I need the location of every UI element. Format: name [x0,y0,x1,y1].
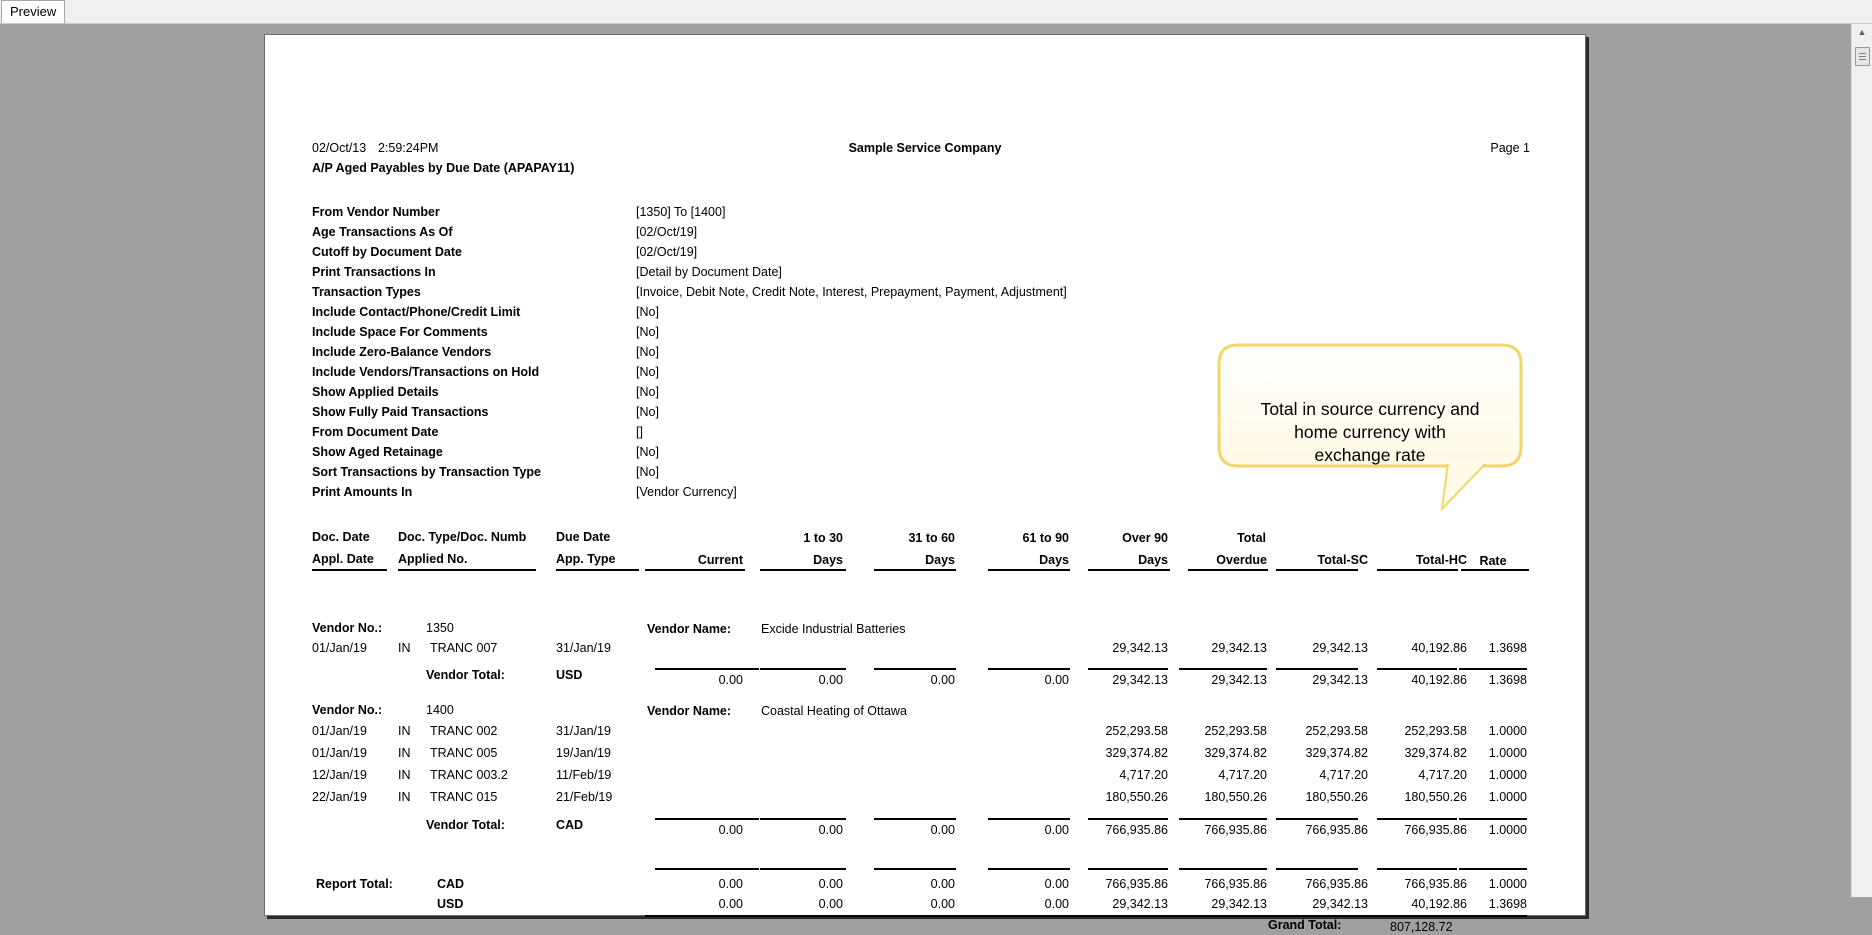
row-overdue: 252,293.58 [1204,724,1267,738]
row-over90: 4,717.20 [1119,768,1168,782]
col-applied-no: Applied No. [398,552,468,566]
vendor-no-label: Vendor No.: [312,703,383,717]
col-total-sc: Total-SC [1317,553,1368,567]
row-sc: 329,374.82 [1305,746,1368,760]
report-total-b2: 0.00 [930,897,955,911]
row-rate: 1.0000 [1488,768,1527,782]
subtotal-underline [1377,668,1457,670]
row-sc: 252,293.58 [1305,724,1368,738]
param-label: Include Space For Comments [312,325,488,339]
tab-bar [0,0,1872,24]
vendor-name: Coastal Heating of Ottawa [761,704,907,718]
col-1-30-top: 1 to 30 [803,531,843,545]
subtotal-underline [988,668,1070,670]
param-label: Print Amounts In [312,485,413,499]
report-total-overdue: 766,935.86 [1204,877,1267,891]
row-doc-number: TRANC 003.2 [430,768,508,782]
param-label: Include Vendors/Transactions on Hold [312,365,540,379]
subtotal-underline [1276,818,1358,820]
param-value: [02/Oct/19] [636,245,698,259]
header-underline [760,569,846,571]
row-doc-date: 01/Jan/19 [312,724,367,738]
vendor-currency: USD [556,668,583,682]
param-value: [No] [636,365,659,379]
col-total-hc: Total-HC [1415,553,1467,567]
report-total-underline [760,868,846,870]
subtotal-underline [874,668,956,670]
header-underline [312,569,387,571]
col-current: Current [697,553,743,567]
row-due-date: 31/Jan/19 [556,724,611,738]
row-doc-number: TRANC 007 [430,641,498,655]
col-31-60-days: Days [925,553,955,567]
row-hc: 252,293.58 [1404,724,1467,738]
param-value: [No] [636,325,659,339]
param-value: [] [636,425,643,439]
report-total-underline [1377,868,1457,870]
param-label: Show Fully Paid Transactions [312,405,489,419]
vertical-scrollbar[interactable] [1851,24,1872,897]
vendor-total-sc: 29,342.13 [1312,673,1368,687]
header-underline [988,569,1070,571]
vendor-no: 1400 [426,703,454,717]
row-doc-type: IN [398,641,411,655]
scroll-up-arrow-icon[interactable]: ▲ [1857,27,1867,37]
header-underline [1461,569,1529,571]
vendor-total-rate: 1.3698 [1488,673,1527,687]
report-total-b2: 0.00 [930,877,955,891]
header-underline [1188,569,1268,571]
param-label: Sort Transactions by Transaction Type [312,465,541,479]
report-total-hc: 40,192.86 [1411,897,1467,911]
param-value: [No] [636,345,659,359]
report-date: 02/Oct/13 [312,141,367,155]
vendor-total-b1: 0.00 [818,673,843,687]
grip-line [1859,59,1866,60]
row-over90: 329,374.82 [1105,746,1168,760]
row-sc: 29,342.13 [1312,641,1368,655]
col-1-30-days: Days [813,553,843,567]
grand-total-rule [645,915,1527,917]
col-appl-date: Appl. Date [312,552,374,566]
vendor-total-over90: 766,935.86 [1105,823,1168,837]
subtotal-underline [1088,668,1168,670]
row-over90: 180,550.26 [1105,790,1168,804]
row-due-date: 19/Jan/19 [556,746,611,760]
subtotal-underline [655,818,759,820]
row-hc: 4,717.20 [1418,768,1467,782]
vendor-total-overdue: 29,342.13 [1211,673,1267,687]
param-value: [No] [636,465,659,479]
header-underline [645,569,745,571]
col-app-type: App. Type [556,552,616,566]
preview-viewport [0,24,1852,934]
row-doc-number: TRANC 015 [430,790,498,804]
subtotal-underline [874,818,956,820]
grand-total-label: Grand Total: [1268,918,1342,932]
param-label: Show Applied Details [312,385,439,399]
row-overdue: 29,342.13 [1211,641,1267,655]
vendor-total-rate: 1.0000 [1488,823,1527,837]
report-page [264,34,1586,934]
header-underline [398,569,536,571]
subtotal-underline [988,818,1070,820]
vendor-no-label: Vendor No.: [312,621,383,635]
header-underline [1088,569,1170,571]
report-total-current: 0.00 [718,897,743,911]
subtotal-underline [760,818,846,820]
scroll-thumb[interactable] [1855,47,1870,66]
report-total-over90: 29,342.13 [1112,897,1168,911]
grand-total-value: 807,128.72 [1390,920,1453,934]
param-value: [Detail by Document Date] [636,265,782,279]
vendor-total-current: 0.00 [718,823,743,837]
report-total-b1: 0.00 [818,877,843,891]
grip-line [1859,56,1866,57]
header-underline [1377,569,1458,571]
vendor-no: 1350 [426,621,454,635]
row-doc-number: TRANC 005 [430,746,498,760]
vendor-total-b3: 0.00 [1044,823,1069,837]
report-total-underline [1459,868,1527,870]
param-value: [Vendor Currency] [636,485,737,499]
col-due-date: Due Date [556,530,611,544]
grip-line [1859,53,1866,54]
col-61-90-top: 61 to 90 [1022,531,1069,545]
report-total-b3: 0.00 [1044,877,1069,891]
col-rate: Rate [1479,554,1507,568]
report-total-b3: 0.00 [1044,897,1069,911]
col-31-60-top: 31 to 60 [908,531,955,545]
subtotal-underline [1179,818,1267,820]
row-doc-type: IN [398,790,411,804]
row-doc-date: 01/Jan/19 [312,746,367,760]
report-time: 2:59:24PM [378,141,439,155]
param-value: [No] [636,445,659,459]
vendor-total-overdue: 766,935.86 [1204,823,1267,837]
param-value: [No] [636,305,659,319]
row-due-date: 21/Feb/19 [556,790,613,804]
col-61-90-days: Days [1039,553,1069,567]
row-hc: 180,550.26 [1404,790,1467,804]
vendor-name-label: Vendor Name: [647,622,732,636]
row-sc: 180,550.26 [1305,790,1368,804]
row-doc-type: IN [398,724,411,738]
vendor-total-b2: 0.00 [930,823,955,837]
report-total-underline [874,868,956,870]
col-over-90-days: Days [1138,553,1168,567]
row-overdue: 329,374.82 [1204,746,1267,760]
vendor-name-label: Vendor Name: [647,704,732,718]
report-total-underline [1088,868,1168,870]
subtotal-underline [655,668,759,670]
row-hc: 329,374.82 [1404,746,1467,760]
param-value: [1350] To [1400] [636,205,726,219]
vendor-total-b1: 0.00 [818,823,843,837]
report-total-underline [1179,868,1267,870]
report-total-rate: 1.3698 [1488,897,1527,911]
vendor-name: Excide Industrial Batteries [761,622,906,636]
row-rate: 1.0000 [1488,724,1527,738]
subtotal-underline [760,668,846,670]
report-total-underline [655,868,759,870]
row-due-date: 31/Jan/19 [556,641,611,655]
report-total-b1: 0.00 [818,897,843,911]
tab-preview[interactable]: Preview [1,0,65,23]
param-value: [No] [636,405,659,419]
report-total-label: Report Total: [316,877,393,891]
page-number: Page 1 [1490,141,1530,155]
subtotal-underline [1179,668,1267,670]
callout-line-3: exchange rate [1314,445,1426,465]
vendor-total-label: Vendor Total: [426,668,505,682]
row-doc-date: 01/Jan/19 [312,641,367,655]
vendor-total-current: 0.00 [718,673,743,687]
report-total-currency: USD [437,897,464,911]
col-total-top: Total [1237,531,1266,545]
col-doc-type: Doc. Type/Doc. Numb [398,530,527,544]
row-doc-date: 22/Jan/19 [312,790,367,804]
row-doc-type: IN [398,768,411,782]
vendor-total-over90: 29,342.13 [1112,673,1168,687]
report-total-currency: CAD [437,877,465,891]
param-label: Age Transactions As Of [312,225,453,239]
row-doc-number: TRANC 002 [430,724,498,738]
row-rate: 1.0000 [1488,790,1527,804]
subtotal-underline [1276,668,1358,670]
param-label: From Vendor Number [312,205,440,219]
param-value: [No] [636,385,659,399]
vendor-total-sc: 766,935.86 [1305,823,1368,837]
vendor-total-hc: 40,192.86 [1411,673,1467,687]
row-over90: 29,342.13 [1112,641,1168,655]
report-total-underline [988,868,1070,870]
subtotal-underline [1459,668,1527,670]
report-title: A/P Aged Payables by Due Date (APAPAY11) [312,161,575,175]
subtotal-underline [1377,818,1457,820]
col-doc-date: Doc. Date [312,530,370,544]
param-label: From Document Date [312,425,439,439]
vendor-total-b2: 0.00 [930,673,955,687]
callout-text [1232,398,1508,467]
vendor-currency: CAD [556,818,584,832]
col-overdue: Overdue [1216,553,1267,567]
row-rate: 1.3698 [1488,641,1527,655]
report-total-underline [1276,868,1358,870]
subtotal-underline [1459,818,1527,820]
param-label: Cutoff by Document Date [312,245,462,259]
row-sc: 4,717.20 [1319,768,1368,782]
col-over-90-top: Over 90 [1122,531,1168,545]
header-underline [874,569,956,571]
row-doc-type: IN [398,746,411,760]
row-due-date: 11/Feb/19 [556,768,612,782]
callout-pointer [1442,463,1488,511]
header-underline [1276,569,1358,571]
vendor-total-label: Vendor Total: [426,818,505,832]
vendor-total-b3: 0.00 [1044,673,1069,687]
callout-line-1: Total in source currency and [1260,399,1480,419]
row-doc-date: 12/Jan/19 [312,768,367,782]
report-total-rate: 1.0000 [1488,877,1527,891]
report-total-sc: 766,935.86 [1305,877,1368,891]
report-total-overdue: 29,342.13 [1211,897,1267,911]
company-name: Sample Service Company [848,141,1002,155]
param-value: [02/Oct/19] [636,225,698,239]
row-rate: 1.0000 [1488,746,1527,760]
row-overdue: 4,717.20 [1218,768,1267,782]
header-underline [556,569,639,571]
report-total-over90: 766,935.86 [1105,877,1168,891]
report-total-current: 0.00 [718,877,743,891]
subtotal-underline [1088,818,1168,820]
param-label: Include Zero-Balance Vendors [312,345,492,359]
param-label: Print Transactions In [312,265,436,279]
row-over90: 252,293.58 [1105,724,1168,738]
callout-line-2: home currency with [1294,422,1446,442]
param-value: [Invoice, Debit Note, Credit Note, Interest, Prepayment, Payment, Adjustment] [636,285,1067,299]
row-hc: 40,192.86 [1411,641,1467,655]
param-label: Include Contact/Phone/Credit Limit [312,305,521,319]
param-label: Transaction Types [312,285,421,299]
report-total-sc: 29,342.13 [1312,897,1368,911]
param-label: Show Aged Retainage [312,445,443,459]
vendor-total-hc: 766,935.86 [1404,823,1467,837]
report-total-hc: 766,935.86 [1404,877,1467,891]
row-overdue: 180,550.26 [1204,790,1267,804]
